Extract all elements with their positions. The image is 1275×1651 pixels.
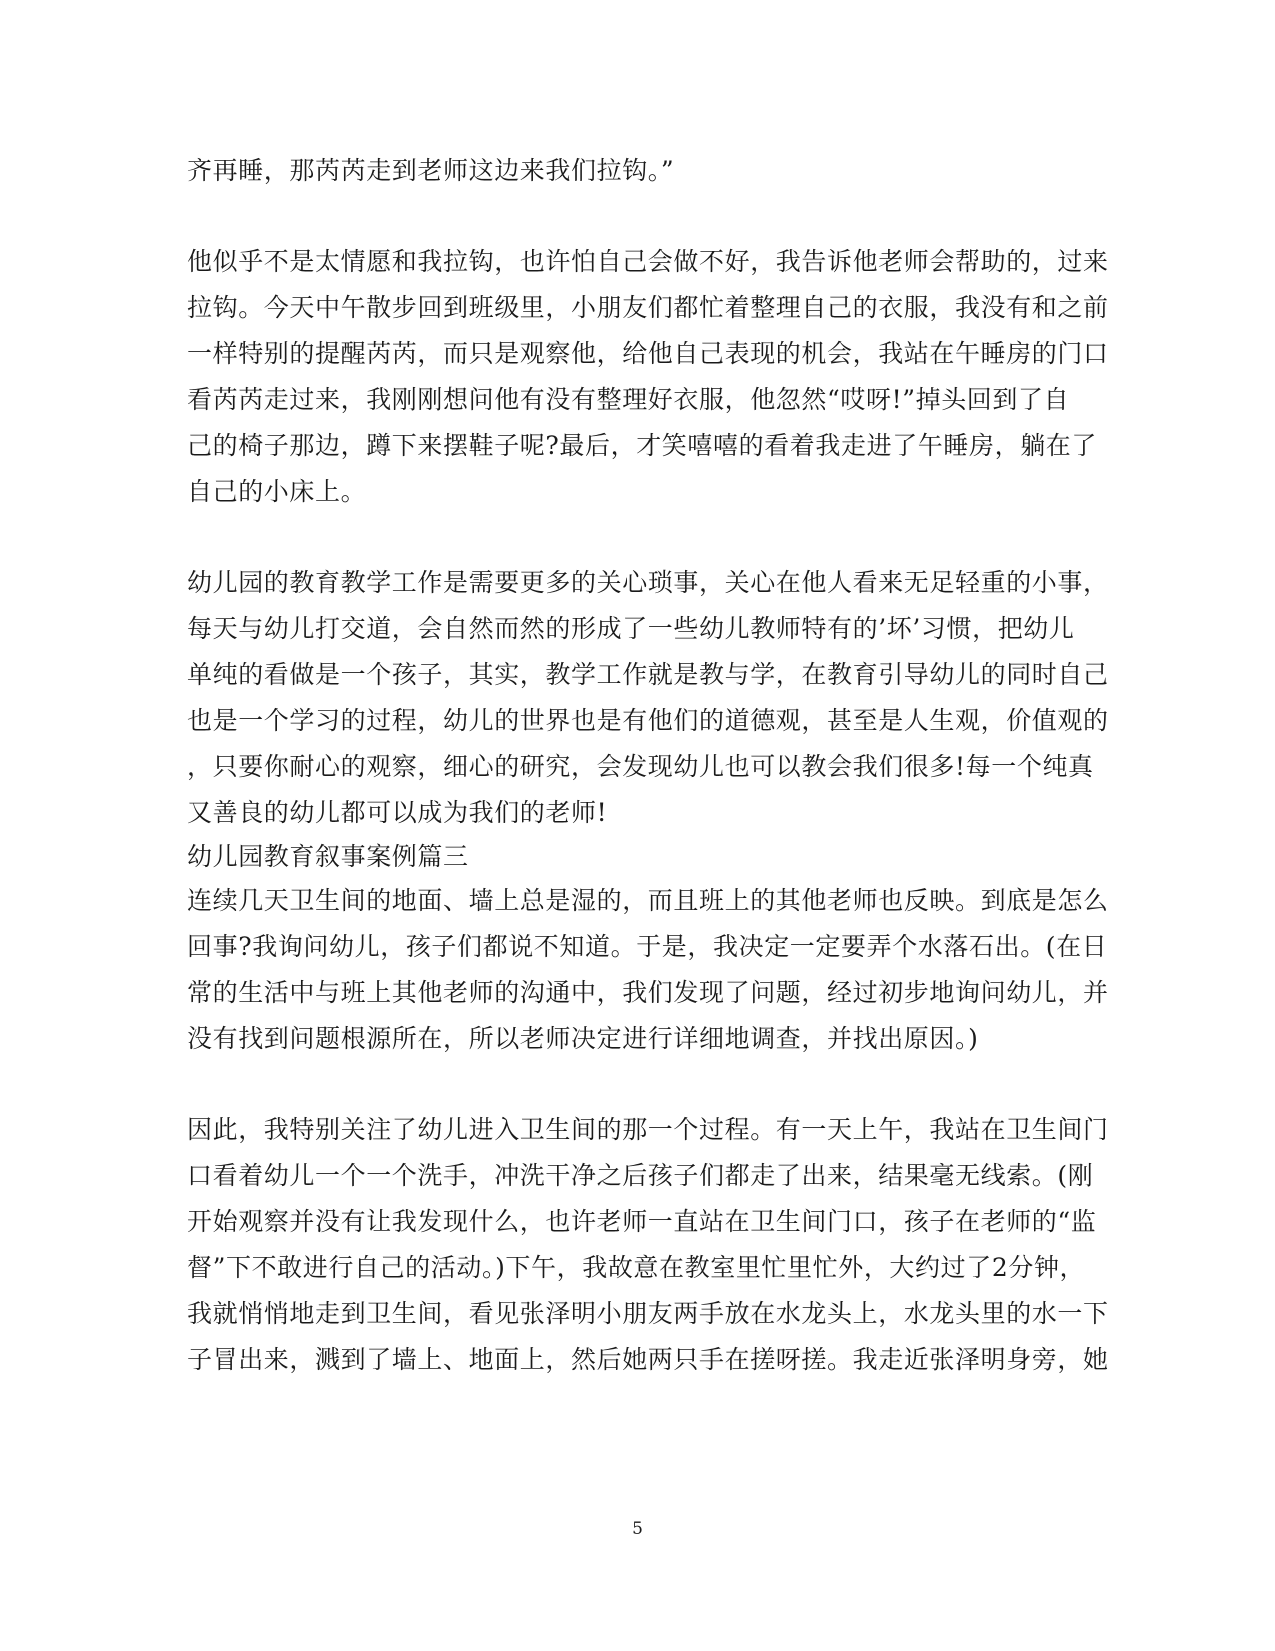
text-line: 他似乎不是太情愿和我拉钩，也许怕自己会做不好，我告诉他老师会帮助的，过来 [187,247,1109,276]
text-line: 每天与幼儿打交道，会自然而然的形成了一些幼儿教师特有的’坏’习惯，把幼儿 [187,614,1075,643]
text-line: ，只要你耐心的观察，细心的研究，会发现幼儿也可以教会我们很多!每一个纯真 [187,752,1094,781]
text-line: 又善良的幼儿都可以成为我们的老师! [187,798,608,827]
text-line: 也是一个学习的过程，幼儿的世界也是有他们的道德观，甚至是人生观，价值观的 [187,706,1109,735]
text-line: 自己的小床上。 [187,477,367,506]
text-line: 回事?我询问幼儿，孩子们都说不知道。于是，我决定一定要弄个水落石出。(在日 [187,932,1108,961]
text-line: 因此，我特别关注了幼儿进入卫生间的那一个过程。有一天上午，我站在卫生间门 [187,1115,1109,1144]
text-line: 常的生活中与班上其他老师的沟通中，我们发现了问题，经过初步地询问幼儿，并 [187,978,1109,1007]
section-heading: 幼儿园教育叙事案例篇三 [187,842,469,871]
text-line: 齐再睡，那芮芮走到老师这边来我们拉钩。” [187,156,675,185]
page-number: 5 [632,1519,643,1539]
text-line: 子冒出来，溅到了墙上、地面上，然后她两只手在搓呀搓。我走近张泽明身旁，她 [187,1345,1109,1374]
text-line: 督”下不敢进行自己的活动。)下午，我故意在教室里忙里忙外，大约过了2分钟， [187,1253,1086,1282]
text-line: 开始观察并没有让我发现什么，也许老师一直站在卫生间门口，孩子在老师的“监 [187,1207,1097,1236]
text-line: 口看着幼儿一个一个洗手，冲洗干净之后孩子们都走了出来，结果毫无线索。(刚 [187,1161,1094,1190]
text-line: 己的椅子那边，蹲下来摆鞋子呢?最后，才笑嘻嘻的看着我走进了午睡房，躺在了 [187,431,1098,460]
text-line: 拉钩。今天中午散步回到班级里，小朋友们都忙着整理自己的衣服，我没有和之前 [187,293,1109,322]
text-line: 幼儿园的教育教学工作是需要更多的关心琐事，关心在他人看来无足轻重的小事， [187,568,1109,597]
text-line: 没有找到问题根源所在，所以老师决定进行详细地调查，并找出原因。) [187,1024,979,1053]
text-line: 看芮芮走过来，我刚刚想问他有没有整理好衣服，他忽然“哎呀!”掉头回到了自 [187,385,1070,414]
text-line: 一样特别的提醒芮芮，而只是观察他，给他自己表现的机会，我站在午睡房的门口 [187,339,1109,368]
text-line: 连续几天卫生间的地面、墙上总是湿的，而且班上的其他老师也反映。到底是怎么 [187,886,1109,915]
text-line: 单纯的看做是一个孩子，其实，教学工作就是教与学，在教育引导幼儿的同时自己 [187,660,1109,689]
text-line: 我就悄悄地走到卫生间，看见张泽明小朋友两手放在水龙头上，水龙头里的水一下 [187,1299,1109,1328]
